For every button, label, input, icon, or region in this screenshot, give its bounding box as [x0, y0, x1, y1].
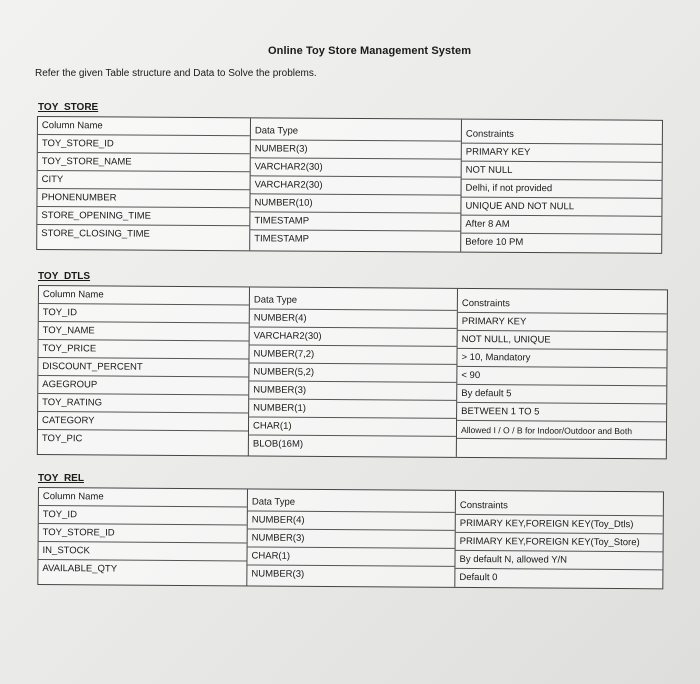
toy-store-table [36, 116, 663, 254]
constraints-header: Constraints [458, 295, 667, 314]
data-type-cell: CHAR(1) [247, 547, 454, 566]
column-name-col [38, 488, 248, 585]
data-type-cell: NUMBER(3) [248, 529, 455, 548]
column-name-cell: TOY_ID [39, 506, 247, 525]
constraint-cell: PRIMARY KEY [458, 313, 667, 332]
toy-dtls-table [37, 285, 668, 459]
constraints-col [461, 120, 662, 253]
column-name-header: Column Name [39, 488, 247, 507]
data-type-header: Data Type [248, 493, 455, 512]
data-type-cell: NUMBER(3) [249, 381, 456, 400]
data-type-cell: VARCHAR2(30) [251, 176, 461, 195]
toy-rel-table [37, 487, 664, 589]
data-type-header: Data Type [251, 122, 461, 141]
page-title: Online Toy Store Management System [268, 45, 472, 57]
column-name-cell: TOY_STORE_ID [38, 135, 250, 154]
column-name-cell: PHONENUMBER [37, 189, 249, 208]
column-name-header: Column Name [39, 286, 249, 305]
constraint-cell: Before 10 PM [465, 236, 524, 248]
data-type-header: Data Type [250, 291, 457, 310]
column-name-cell: TOY_ID [39, 304, 249, 323]
constraints-header: Constraints [456, 497, 663, 516]
column-name-cell: TOY_PIC [41, 433, 83, 445]
data-type-cell: BLOB(16M) [252, 438, 304, 450]
data-type-cell: NUMBER(3) [251, 568, 305, 580]
constraint-cell: > 10, Mandatory [457, 349, 666, 368]
column-name-cell: TOY_STORE_ID [39, 524, 247, 543]
data-type-cell: TIMESTAMP [254, 233, 310, 245]
column-name-col [37, 117, 251, 250]
constraint-cell: PRIMARY KEY,FOREIGN KEY(Toy_Store) [456, 533, 663, 552]
data-type-cell: NUMBER(5,2) [249, 363, 456, 382]
data-type-cell: NUMBER(1) [249, 399, 456, 418]
constraint-cell: NOT NULL, UNIQUE [458, 331, 667, 350]
column-name-cell: AGEGROUP [38, 376, 248, 395]
data-type-col [250, 118, 462, 251]
constraints-col [457, 289, 667, 458]
constraint-cell: Delhi, if not provided [462, 180, 662, 199]
column-name-col [38, 286, 250, 455]
column-name-cell: STORE_OPENING_TIME [37, 207, 249, 226]
column-name-cell: CITY [38, 171, 250, 190]
column-name-header: Column Name [38, 117, 250, 136]
data-type-col [247, 489, 456, 586]
data-type-cell: VARCHAR2(30) [250, 327, 457, 346]
column-name-cell: DISCOUNT_PERCENT [38, 358, 248, 377]
column-name-cell: TOY_NAME [39, 322, 249, 341]
column-name-cell: AVAILABLE_QTY [42, 563, 118, 575]
table-title-toy-store: TOY_STORE [38, 102, 99, 113]
constraint-cell: After 8 AM [461, 216, 661, 235]
constraint-cell: < 90 [457, 367, 666, 386]
constraint-cell: PRIMARY KEY [462, 144, 662, 163]
constraint-cell: UNIQUE AND NOT NULL [461, 198, 661, 217]
column-name-cell: TOY_PRICE [38, 340, 248, 359]
table-title-toy-dtls: TOY_DTLS [38, 271, 91, 282]
data-type-cell: NUMBER(4) [248, 511, 455, 530]
column-name-cell: TOY_STORE_NAME [38, 153, 250, 172]
table-title-toy-rel: TOY_REL [38, 473, 84, 484]
constraint-cell: By default N, allowed Y/N [455, 551, 662, 570]
constraint-cell: NOT NULL [462, 162, 662, 181]
constraint-cell: PRIMARY KEY,FOREIGN KEY(Toy_Dtls) [456, 515, 663, 534]
constraint-cell: Allowed I / O / B for Indoor/Outdoor and Both [457, 421, 666, 440]
instruction-text: Refer the given Table structure and Data to Solve the problems. [35, 68, 317, 79]
constraint-cell: Default 0 [459, 571, 498, 584]
data-type-cell: NUMBER(3) [251, 140, 461, 159]
data-type-col [249, 287, 458, 456]
constraints-header: Constraints [462, 126, 662, 145]
constraint-cell: By default 5 [457, 385, 666, 404]
data-type-cell: VARCHAR2(30) [251, 158, 461, 177]
data-type-cell: NUMBER(7,2) [249, 345, 456, 364]
constraint-cell: BETWEEN 1 TO 5 [457, 403, 666, 422]
data-type-cell: NUMBER(4) [250, 309, 457, 328]
constraints-col [455, 491, 663, 588]
column-name-cell: STORE_CLOSING_TIME [41, 228, 150, 240]
data-type-cell: TIMESTAMP [250, 212, 460, 231]
data-type-cell: NUMBER(10) [250, 194, 460, 213]
column-name-cell: CATEGORY [38, 412, 248, 431]
constraint-cell [457, 439, 666, 458]
column-name-cell: TOY_RATING [38, 394, 248, 413]
data-type-cell: CHAR(1) [249, 417, 456, 436]
column-name-cell: IN_STOCK [38, 542, 246, 561]
